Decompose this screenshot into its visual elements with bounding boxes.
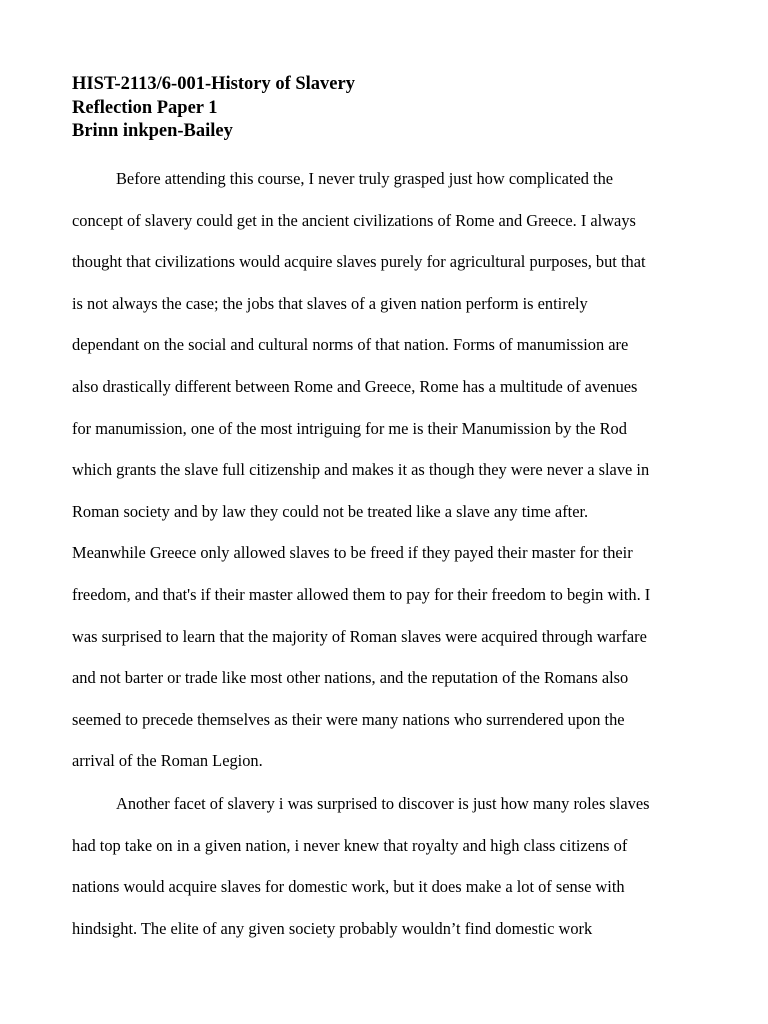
paragraph-line: Roman society and by law they could not be treated like a slave any time after.	[72, 501, 589, 521]
paragraph-line: and not barter or trade like most other nations, and the reputation of the Romans also	[72, 668, 629, 688]
paper-title: Reflection Paper 1	[72, 97, 218, 118]
paragraph-line: was surprised to learn that the majority of Roman slaves were acquired through warfare	[72, 626, 647, 646]
paragraph-line: nations would acquire slaves for domestic work, but it does make a lot of sense with	[72, 877, 625, 897]
document-header	[72, 73, 692, 144]
paragraph-line: Before attending this course, I never truly grasped just how complicated the	[116, 169, 614, 188]
paragraph-line: freedom, and that's if their master allowed them to pay for their freedom to begin with. I	[72, 584, 651, 604]
paragraph-line: for manumission, one of the most intriguing for me is their Manumission by the Rod	[72, 418, 627, 438]
paragraph-line: concept of slavery could get in the ancient civilizations of Rome and Greece. I always	[72, 210, 636, 230]
paragraph-line: hindsight. The elite of any given society probably wouldn’t find domestic work	[72, 918, 593, 938]
paragraph-line: had top take on in a given nation, i never knew that royalty and high class citizens of	[72, 835, 628, 855]
paragraph-line: Another facet of slavery i was surprised to discover is just how many roles slaves	[116, 794, 650, 813]
paragraph-line: which grants the slave full citizenship and makes it as though they were never a slave in	[72, 460, 650, 480]
paragraph-line: also drastically different between Rome and Greece, Rome has a multitude of avenues	[72, 376, 638, 396]
paragraph-2	[72, 783, 696, 949]
paragraph-line: arrival of the Roman Legion.	[72, 751, 263, 771]
paragraph-1	[72, 158, 696, 782]
paragraph-line: is not always the case; the jobs that slaves of a given nation perform is entirely	[72, 293, 588, 313]
paragraph-line: seemed to precede themselves as their were many nations who surrendered upon the	[72, 709, 625, 729]
author-name: Brinn inkpen-Bailey	[72, 121, 233, 141]
course-title: HIST-2113/6-001-History of Slavery	[72, 74, 355, 94]
paragraph-line: Meanwhile Greece only allowed slaves to be freed if they payed their master for their	[72, 543, 633, 563]
paragraph-line: dependant on the social and cultural norms of that nation. Forms of manumission are	[72, 335, 629, 355]
paragraph-line: thought that civilizations would acquire slaves purely for agricultural purposes, but that	[72, 252, 646, 272]
